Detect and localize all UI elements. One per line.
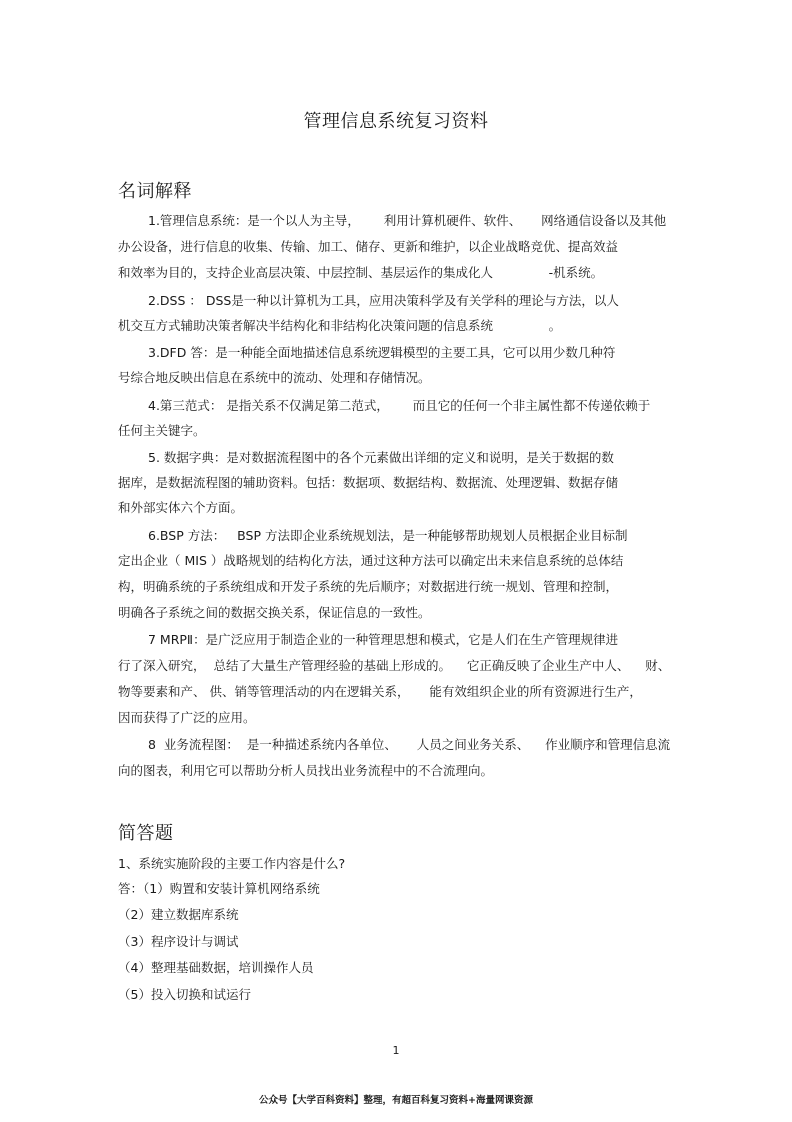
footer-note: 公众号【大学百科资料】整理，有超百科复习资料+海量网课资源 — [259, 1095, 533, 1106]
section-heading-short-answers: 简答题 — [118, 823, 174, 844]
text-line: 机交互方式辅助决策者解决半结构化和非结构化决策问题的信息系统 。 — [118, 318, 562, 333]
text-line: 7 MRPⅡ：是广泛应用于制造企业的一种管理思想和模式，它是人们在生产管理规律进 — [148, 632, 619, 647]
document-title: 管理信息系统复习资料 — [303, 111, 489, 132]
text-line: 物等要素和产、 供、销等管理活动的内在逻辑关系， 能有效组织企业的所有资源进行生产， — [118, 684, 642, 699]
answer-line: （2）建立数据库系统 — [118, 907, 239, 922]
text-line: 4.第三范式： 是指关系不仅满足第二范式， 而且它的任何一个非主属性都不传递依赖于 — [148, 398, 651, 413]
text-line: 8 业务流程图： 是一种描述系统内各单位、 人员之间业务关系、 作业顺序和管理信息流 — [148, 737, 671, 752]
text-line: 和效率为目的，支持企业高层决策、中层控制、基层运作的集成化人 -机系统。 — [118, 265, 604, 280]
text-line: 据库，是数据流程图的辅助资料。包括：数据项、数据结构、数据流、处理逻辑、数据存储 — [118, 475, 619, 490]
text-line: 5. 数据字典：是对数据流程图中的各个元素做出详细的定义和说明，是关于数据的数 — [148, 450, 614, 465]
text-line: 明确各子系统之间的数据交换关系，保证信息的一致性。 — [118, 605, 431, 620]
question-line: 1、系统实施阶段的主要工作内容是什么? — [118, 856, 346, 871]
text-line: 行了深入研究， 总结了大量生产管理经验的基础上形成的。 它正确反映了企业生产中人、 财、 — [118, 658, 671, 673]
text-line: 构，明确系统的子系统组成和开发子系统的先后顺序；对数据进行统一规划、管理和控制， — [118, 579, 619, 594]
answer-line: （4）整理基础数据，培训操作人员 — [118, 960, 314, 975]
text-line: 向的图表，利用它可以帮助分析人员找出业务流程中的不合流理向。 — [118, 763, 494, 778]
answer-line: （3）程序设计与调试 — [118, 934, 239, 949]
text-line: 3.DFD 答：是一种能全面地描述信息系统逻辑模型的主要工具，它可以用少数几种符 — [148, 345, 616, 360]
text-line: 和外部实体六个方面。 — [118, 500, 244, 515]
page-number: 1 — [392, 1044, 400, 1057]
text-line: 任何主关键字。 — [118, 423, 206, 438]
text-line: 办公设备，进行信息的收集、传输、加工、储存、更新和维护，以企业战略竞优、提高效益 — [118, 239, 619, 254]
text-line: 因而获得了广泛的应用。 — [118, 710, 256, 725]
answer-line: 答：（1）购置和安装计算机网络系统 — [118, 881, 320, 896]
text-line: 号综合地反映出信息在系统中的流动、处理和存储情况。 — [118, 370, 431, 385]
answer-line: （5）投入切换和试运行 — [118, 987, 251, 1002]
text-line: 1.管理信息系统：是一个以人为主导， 利用计算机硬件、软件、 网络通信设备以及其他 — [148, 213, 667, 228]
text-line: 6.BSP 方法： BSP 方法即企业系统规划法，是一种能够帮助规划人员根据企业目标制 — [148, 528, 628, 543]
text-line: 定出企业（ MIS ）战略规划的结构化方法，通过这种方法可以确定出未来信息系统的总体结 — [118, 553, 624, 568]
text-line: 2.DSS ： DSS是一种以计算机为工具，应用决策科学及有关学科的理论与方法，以人 — [148, 293, 619, 308]
section-heading-definitions: 名词解释 — [118, 181, 192, 202]
